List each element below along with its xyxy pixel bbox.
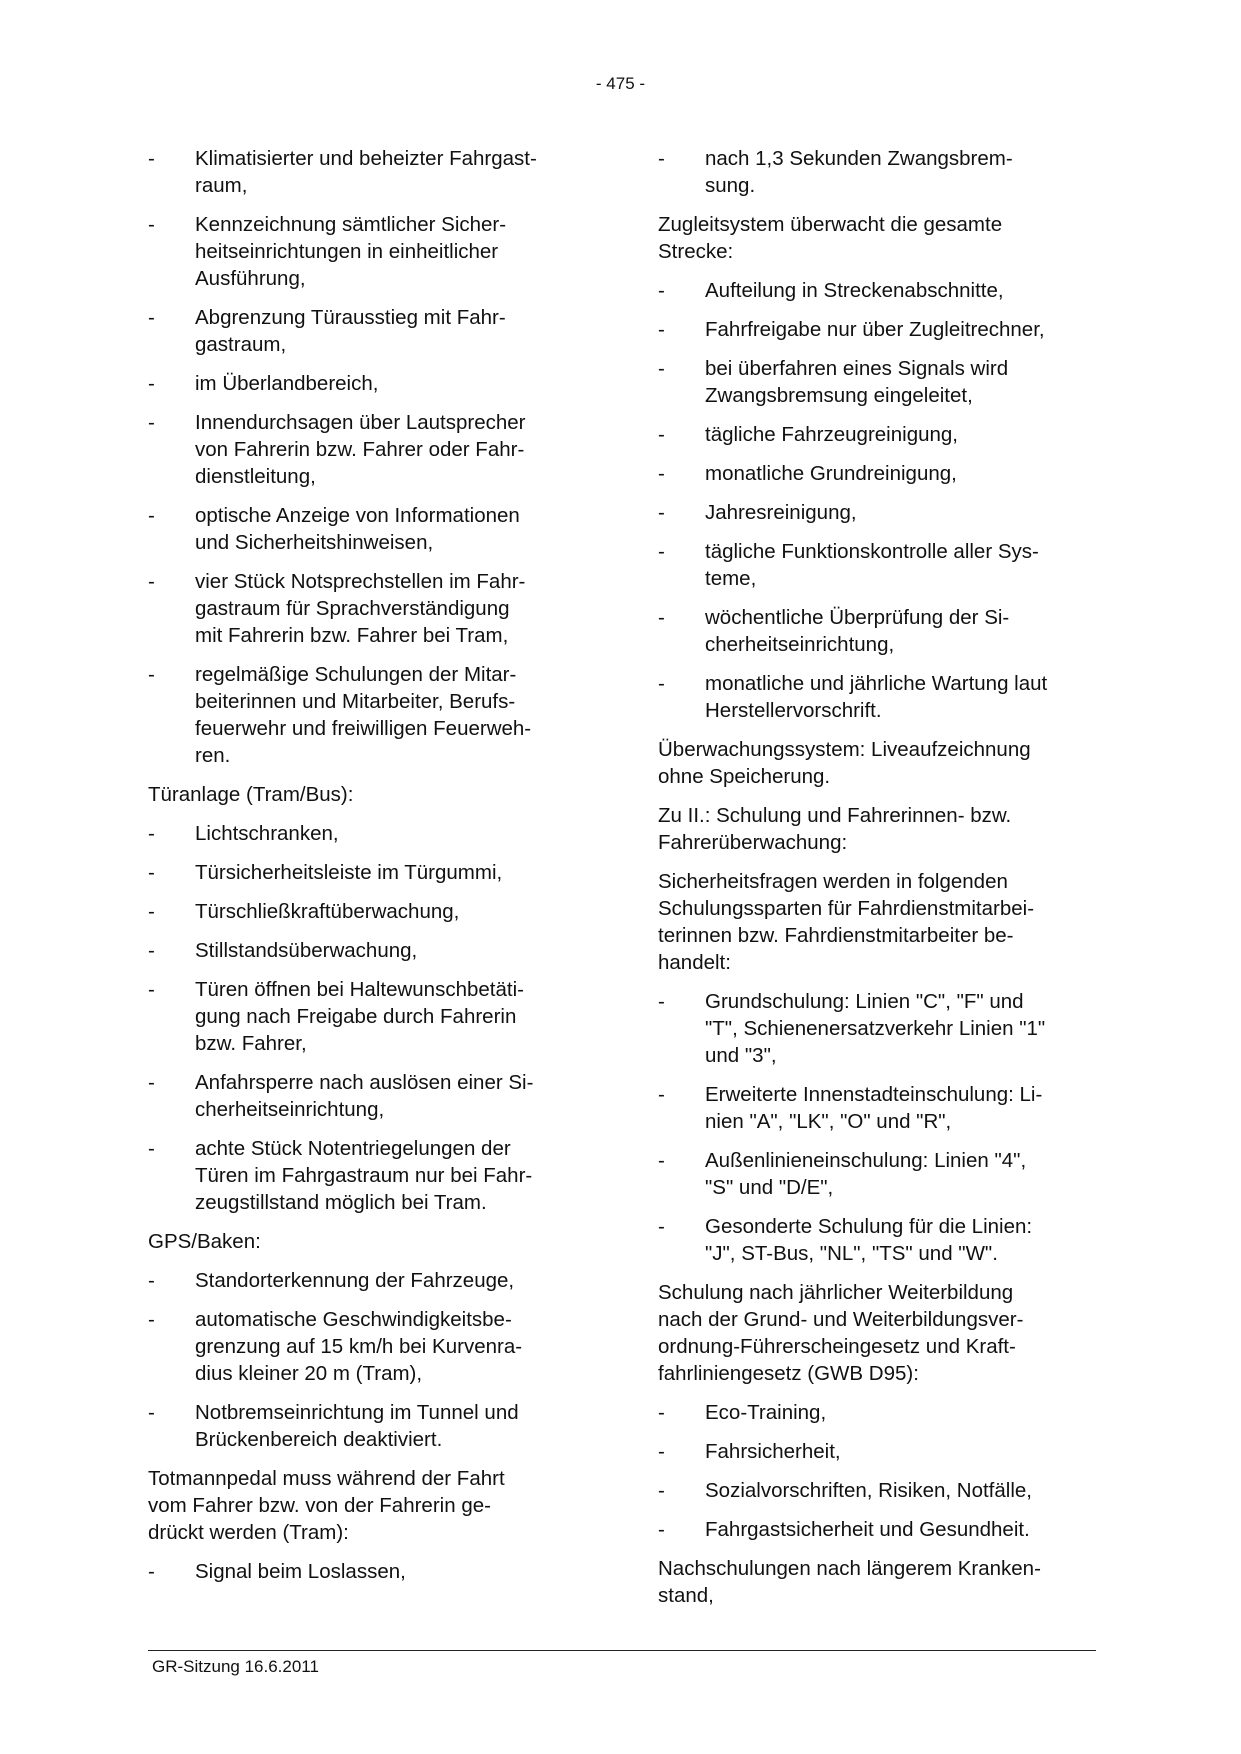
text-line: ren. (195, 744, 231, 767)
list-dash: - (148, 1560, 155, 1583)
text-line: Überwachungssystem: Liveaufzeichnung (658, 738, 1031, 761)
text-line: Fahrgastsicherheit und Gesundheit. (705, 1518, 1030, 1541)
list-item (658, 988, 1098, 1069)
list-item (658, 1477, 1098, 1504)
text-line: Standorterkennung der Fahrzeuge, (195, 1269, 515, 1292)
list-dash: - (148, 822, 155, 845)
list-item (148, 568, 593, 649)
list-item (148, 1135, 593, 1216)
text-line: Stillstandsüberwachung, (195, 939, 418, 962)
list-item (148, 409, 593, 490)
list-dash: - (148, 861, 155, 884)
right-column (658, 145, 1098, 1621)
list-dash: - (658, 990, 665, 1013)
list-dash: - (658, 606, 665, 629)
list-dash: - (658, 357, 665, 380)
list-dash: - (658, 147, 665, 170)
list-dash: - (148, 147, 155, 170)
text-line: Totmannpedal muss während der Fahrt (148, 1467, 505, 1490)
text-line: raum, (195, 174, 248, 197)
text-line: Türen öffnen bei Haltewunschbetäti- (195, 978, 524, 1001)
list-dash: - (658, 1518, 665, 1541)
text-line: ordnung-Führerscheingesetz und Kraft- (658, 1335, 1016, 1358)
text-line: cherheitseinrichtung, (195, 1098, 385, 1121)
text-line: Fahrfreigabe nur über Zugleitrechner, (705, 318, 1045, 341)
list-item (148, 976, 593, 1057)
list-item (658, 604, 1098, 658)
paragraph (658, 211, 1098, 265)
footer-text: GR-Sitzung 16.6.2011 (152, 1657, 319, 1676)
text-line: Sozialvorschriften, Risiken, Notfälle, (705, 1479, 1032, 1502)
text-line: bei überfahren eines Signals wird (705, 357, 1009, 380)
list-item (658, 277, 1098, 304)
list-item (658, 1516, 1098, 1543)
text-line: regelmäßige Schulungen der Mitar- (195, 663, 517, 686)
list-dash: - (148, 663, 155, 686)
text-line: Außenlinieneinschulung: Linien "4", (705, 1149, 1027, 1172)
text-line: heitseinrichtungen in einheitlicher (195, 240, 499, 263)
text-line: monatliche Grundreinigung, (705, 462, 957, 485)
list-dash: - (148, 939, 155, 962)
paragraph (148, 1465, 593, 1546)
text-line: Brückenbereich deaktiviert. (195, 1428, 443, 1451)
list-item (148, 502, 593, 556)
text-line: wöchentliche Überprüfung der Si- (705, 606, 1010, 629)
text-line: "S" und "D/E", (705, 1176, 834, 1199)
footer-divider (148, 1650, 1096, 1651)
list-item (148, 211, 593, 292)
left-column (148, 145, 593, 1597)
text-line: Abgrenzung Türausstieg mit Fahr- (195, 306, 506, 329)
list-item (658, 316, 1098, 343)
list-dash: - (658, 1440, 665, 1463)
text-line: Gesonderte Schulung für die Linien: (705, 1215, 1033, 1238)
text-line: stand, (658, 1584, 714, 1607)
text-line: im Überlandbereich, (195, 372, 379, 395)
text-line: monatliche und jährliche Wartung laut (705, 672, 1048, 695)
text-line: teme, (705, 567, 757, 590)
text-line: Ausführung, (195, 267, 306, 290)
list-dash: - (148, 1401, 155, 1424)
text-line: vom Fahrer bzw. von der Fahrerin ge- (148, 1494, 491, 1517)
text-line: Türanlage (Tram/Bus): (148, 783, 354, 806)
list-dash: - (658, 1401, 665, 1424)
text-line: tägliche Funktionskontrolle aller Sys- (705, 540, 1039, 563)
list-dash: - (658, 1479, 665, 1502)
text-line: nach 1,3 Sekunden Zwangsbrem- (705, 147, 1013, 170)
paragraph (148, 781, 593, 808)
text-line: Strecke: (658, 240, 734, 263)
list-item (658, 538, 1098, 592)
text-line: gung nach Freigabe durch Fahrerin (195, 1005, 517, 1028)
text-line: Aufteilung in Streckenabschnitte, (705, 279, 1004, 302)
text-line: dienstleitung, (195, 465, 316, 488)
text-line: Türsicherheitsleiste im Türgummi, (195, 861, 503, 884)
list-dash: - (658, 672, 665, 695)
text-line: von Fahrerin bzw. Fahrer oder Fahr- (195, 438, 525, 461)
text-line: Türschließkraftüberwachung, (195, 900, 460, 923)
text-line: Lichtschranken, (195, 822, 339, 845)
list-dash: - (658, 423, 665, 446)
text-line: Erweiterte Innenstadteinschulung: Li- (705, 1083, 1043, 1106)
text-line: "J", ST-Bus, "NL", "TS" und "W". (705, 1242, 998, 1265)
text-line: "T", Schienenersatzverkehr Linien "1" (705, 1017, 1046, 1040)
list-item (658, 421, 1098, 448)
text-line: Sicherheitsfragen werden in folgenden (658, 870, 1008, 893)
list-dash: - (148, 504, 155, 527)
text-line: Fahrsicherheit, (705, 1440, 841, 1463)
list-item (148, 898, 593, 925)
list-item (658, 355, 1098, 409)
list-dash: - (658, 501, 665, 524)
list-item (148, 145, 593, 199)
paragraph (658, 736, 1098, 790)
list-dash: - (148, 213, 155, 236)
list-dash: - (658, 462, 665, 485)
list-item (658, 1399, 1098, 1426)
text-line: handelt: (658, 951, 731, 974)
list-item (658, 460, 1098, 487)
text-line: automatische Geschwindigkeitsbe- (195, 1308, 512, 1331)
text-line: Grundschulung: Linien "C", "F" und (705, 990, 1024, 1013)
list-dash: - (148, 306, 155, 329)
text-line: bzw. Fahrer, (195, 1032, 307, 1055)
list-item (658, 670, 1098, 724)
text-line: Innendurchsagen über Lautsprecher (195, 411, 526, 434)
list-item (148, 937, 593, 964)
text-line: Zugleitsystem überwacht die gesamte (658, 213, 1003, 236)
text-line: nach der Grund- und Weiterbildungsver- (658, 1308, 1024, 1331)
page-number: - 475 - (595, 74, 646, 93)
list-item (148, 1267, 593, 1294)
text-line: fahrliniengesetz (GWB D95): (658, 1362, 919, 1385)
text-line: Kennzeichnung sämtlicher Sicher- (195, 213, 507, 236)
list-dash: - (148, 978, 155, 1001)
list-item (148, 859, 593, 886)
text-line: optische Anzeige von Informationen (195, 504, 520, 527)
list-item (658, 145, 1098, 199)
list-dash: - (658, 1149, 665, 1172)
list-dash: - (658, 1215, 665, 1238)
list-dash: - (658, 1083, 665, 1106)
text-line: vier Stück Notsprechstellen im Fahr- (195, 570, 526, 593)
list-item (148, 304, 593, 358)
text-line: Herstellervorschrift. (705, 699, 882, 722)
text-line: dius kleiner 20 m (Tram), (195, 1362, 423, 1385)
text-line: mit Fahrerin bzw. Fahrer bei Tram, (195, 624, 509, 647)
text-line: Fahrerüberwachung: (658, 831, 848, 854)
text-line: sung. (705, 174, 756, 197)
text-line: Türen im Fahrgastraum nur bei Fahr- (195, 1164, 533, 1187)
list-item (148, 1558, 593, 1585)
list-item (658, 1081, 1098, 1135)
paragraph (148, 1228, 593, 1255)
text-line: Anfahrsperre nach auslösen einer Si- (195, 1071, 534, 1094)
text-line: terinnen bzw. Fahrdienstmitarbeiter be- (658, 924, 1014, 947)
list-item (148, 1399, 593, 1453)
list-dash: - (658, 318, 665, 341)
text-line: cherheitseinrichtung, (705, 633, 895, 656)
text-line: und Sicherheitshinweisen, (195, 531, 434, 554)
list-dash: - (148, 372, 155, 395)
text-line: und "3", (705, 1044, 777, 1067)
paragraph (658, 1279, 1098, 1387)
list-item (148, 820, 593, 847)
text-line: Eco-Training, (705, 1401, 827, 1424)
text-line: GPS/Baken: (148, 1230, 261, 1253)
text-line: Schulung nach jährlicher Weiterbildung (658, 1281, 1014, 1304)
list-dash: - (148, 900, 155, 923)
text-line: gastraum, (195, 333, 287, 356)
list-item (148, 370, 593, 397)
paragraph (658, 1555, 1098, 1609)
list-item (148, 1306, 593, 1387)
list-dash: - (658, 540, 665, 563)
text-line: Klimatisierter und beheizter Fahrgast- (195, 147, 537, 170)
paragraph (658, 802, 1098, 856)
list-dash: - (148, 1269, 155, 1292)
text-line: ohne Speicherung. (658, 765, 831, 788)
text-line: beiterinnen und Mitarbeiter, Berufs- (195, 690, 516, 713)
text-line: tägliche Fahrzeugreinigung, (705, 423, 958, 446)
list-item (148, 1069, 593, 1123)
text-line: Nachschulungen nach längerem Kranken- (658, 1557, 1041, 1580)
list-dash: - (658, 279, 665, 302)
text-line: grenzung auf 15 km/h bei Kurvenra- (195, 1335, 523, 1358)
text-line: Zu II.: Schulung und Fahrerinnen- bzw. (658, 804, 1012, 827)
list-dash: - (148, 570, 155, 593)
list-item (658, 1438, 1098, 1465)
text-line: Jahresreinigung, (705, 501, 857, 524)
text-line: nien "A", "LK", "O" und "R", (705, 1110, 952, 1133)
text-line: drückt werden (Tram): (148, 1521, 349, 1544)
list-item (148, 661, 593, 769)
text-line: zeugstillstand möglich bei Tram. (195, 1191, 487, 1214)
list-dash: - (148, 411, 155, 434)
text-line: Notbremseinrichtung im Tunnel und (195, 1401, 519, 1424)
text-line: achte Stück Notentriegelungen der (195, 1137, 511, 1160)
list-dash: - (148, 1137, 155, 1160)
paragraph (658, 868, 1098, 976)
text-line: feuerwehr und freiwilligen Feuerweh- (195, 717, 532, 740)
text-line: Signal beim Loslassen, (195, 1560, 406, 1583)
text-line: gastraum für Sprachverständigung (195, 597, 510, 620)
list-item (658, 499, 1098, 526)
text-line: Schulungssparten für Fahrdienstmitarbei- (658, 897, 1035, 920)
list-dash: - (148, 1071, 155, 1094)
list-item (658, 1213, 1098, 1267)
list-dash: - (148, 1308, 155, 1331)
list-item (658, 1147, 1098, 1201)
text-line: Zwangsbremsung eingeleitet, (705, 384, 973, 407)
